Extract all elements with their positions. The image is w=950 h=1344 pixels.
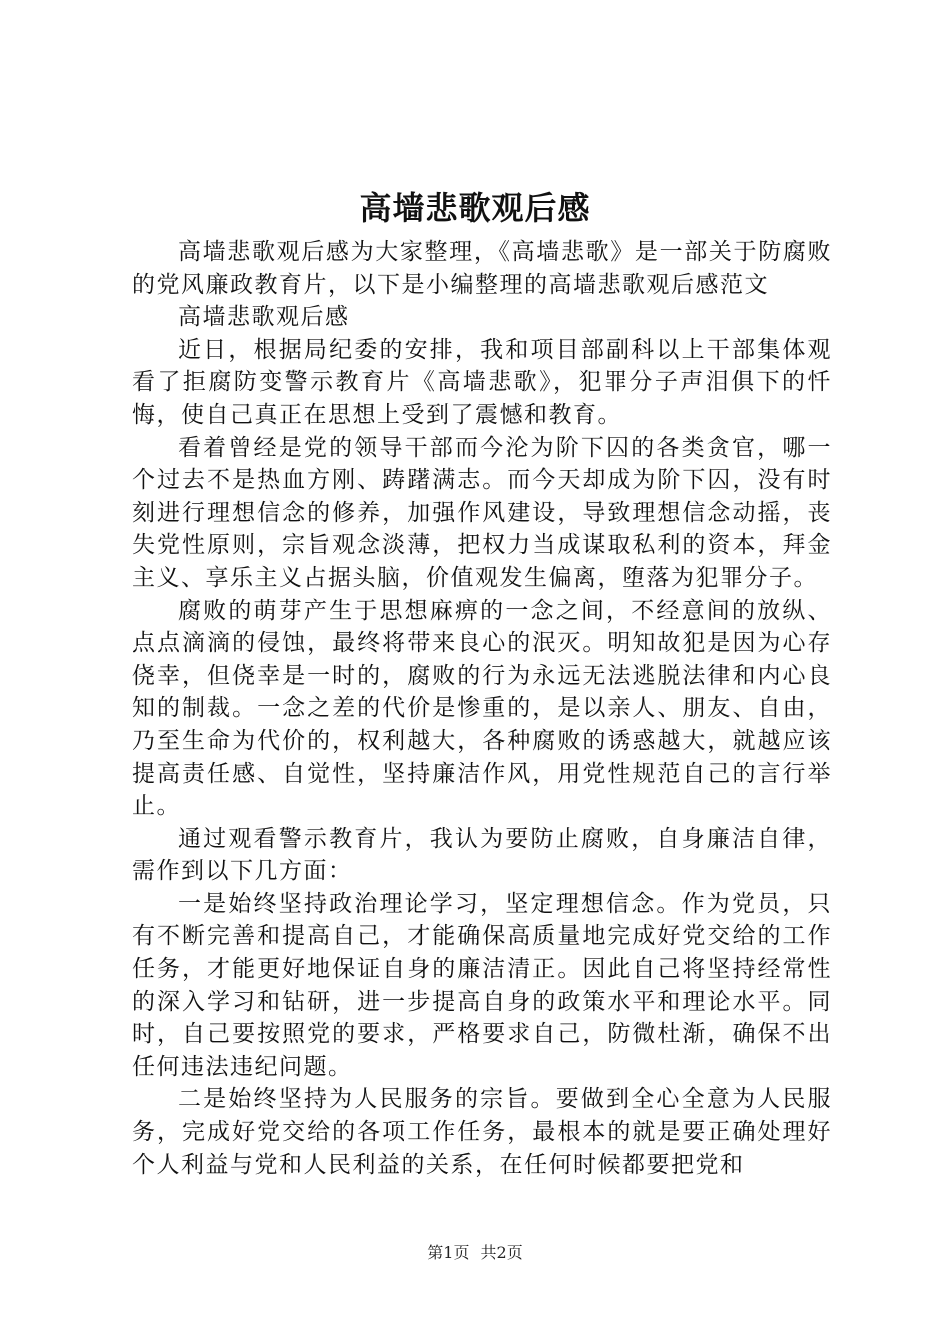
paragraph: 高墙悲歌观后感为大家整理，《高墙悲歌》是一部关于防腐败的党风廉政教育片，以下是小编整理的高墙悲歌观后感范文 bbox=[132, 239, 832, 298]
paragraph: 高墙悲歌观后感 bbox=[178, 304, 350, 331]
page-title: 高墙悲歌观后感 bbox=[359, 189, 591, 227]
paragraph: 二是始终坚持为人民服务的宗旨。要做到全心全意为人民服务，完成好党交给的各项工作任务，最根本的就是要正确处理好个人利益与党和人民利益的关系，在任何时候都要把党和 bbox=[132, 1086, 832, 1178]
page-number: 第1页 bbox=[427, 1243, 470, 1262]
paragraph: 近日，根据局纪委的安排，我和项目部副科以上干部集体观看了拒腐防变警示教育片《高墙悲歌》，犯罪分子声泪俱下的忏悔，使自己真正在思想上受到了震憾和教育。 bbox=[132, 336, 832, 428]
page-footer bbox=[0, 1242, 950, 1264]
paragraph: 看着曾经是党的领导干部而今沦为阶下囚的各类贪官，哪一个过去不是热血方刚、踌躇满志。而今天却成为阶下囚，没有时刻进行理想信念的修养，加强作风建设，导致理想信念动摇，丧失党性原则，宗旨观念淡薄，把权力当成谋取私利的资本，拜金主义、享乐主义占据头脑，价值观发生偏离，堕落为犯罪分子。 bbox=[132, 434, 832, 591]
paragraph: 一是始终坚持政治理论学习，坚定理想信念。作为党员，只有不断完善和提高自己，才能确保高质量地完成好党交给的工作任务，才能更好地保证自身的廉洁清正。因此自己将坚持经常性的深入学习和钻研，进一步提高自身的政策水平和理论水平。同时，自己要按照党的要求，严格要求自己，防微杜渐，确保不出任何违法违纪问题。 bbox=[132, 890, 832, 1080]
document-body bbox=[132, 236, 832, 1181]
paragraph: 通过观看警示教育片，我认为要防止腐败，自身廉洁自律，需作到以下几方面： bbox=[132, 825, 832, 885]
paragraph: 腐败的萌芽产生于思想麻痹的一念之间，不经意间的放纵、点点滴滴的侵蚀，最终将带来良心的泯灭。明知故犯是因为心存侥幸，但侥幸是一时的，腐败的行为永远无法逃脱法律和内心良知的制裁。一念之差的代价是惨重的，是以亲人、朋友、自由，乃至生命为代价的，权利越大，各种腐败的诱惑越大，就越应该提高责任感、自觉性，坚持廉洁作风，用党性规范自己的言行举止。 bbox=[132, 597, 832, 820]
page-total: 共2页 bbox=[480, 1243, 523, 1262]
